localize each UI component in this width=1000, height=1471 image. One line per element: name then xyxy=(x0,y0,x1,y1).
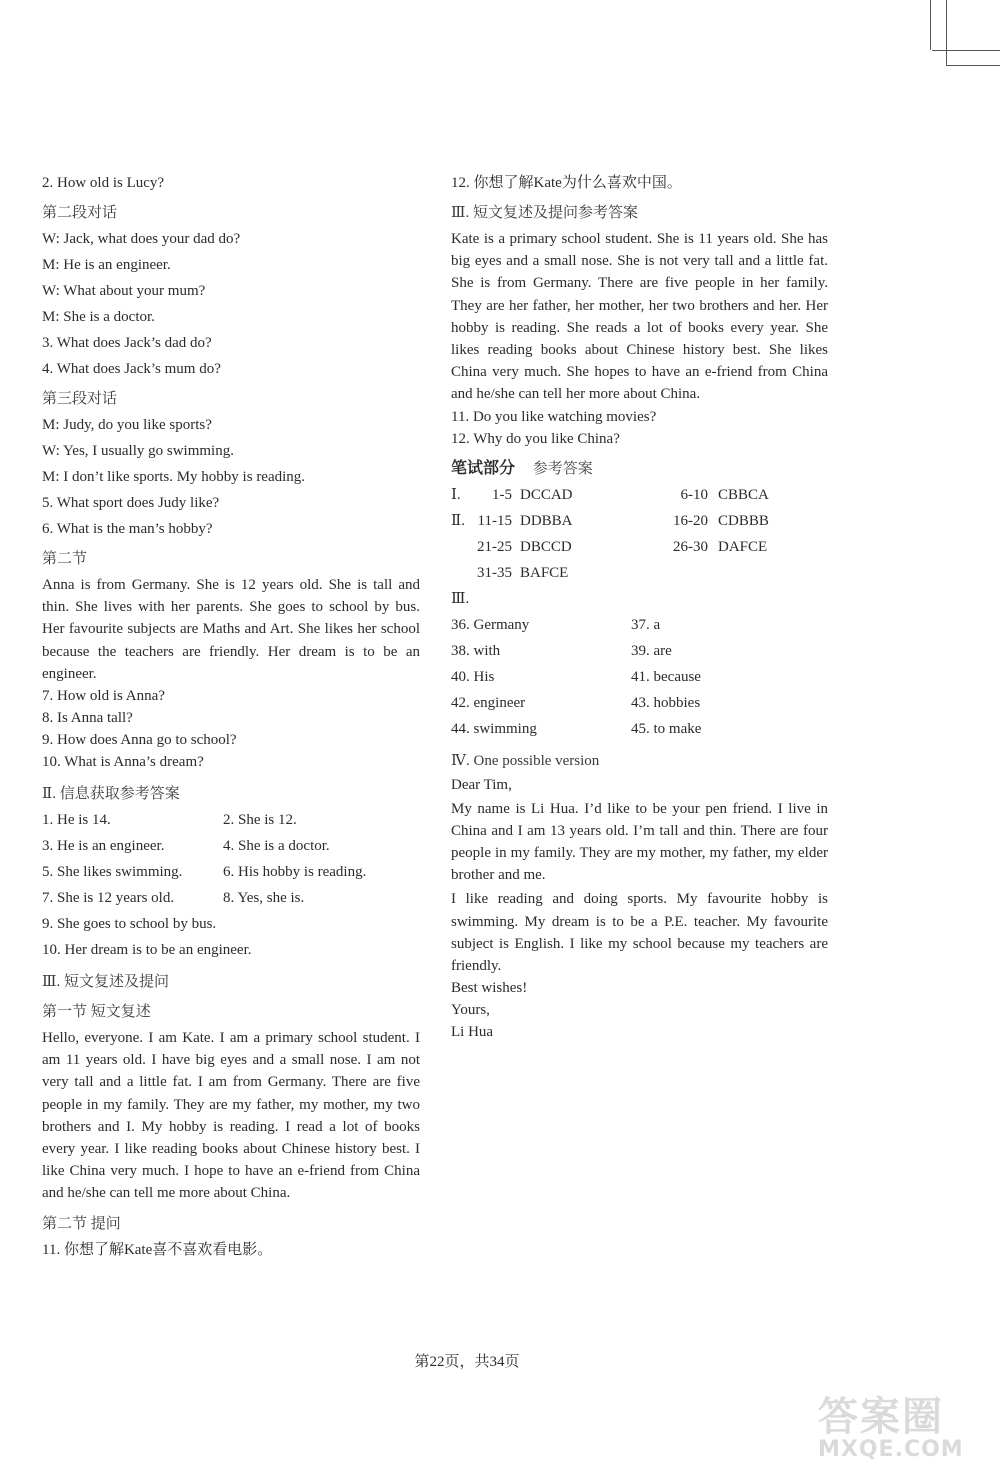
watermark-text-cn: 答案圈 xyxy=(818,1394,944,1440)
answer-key: DBCCD xyxy=(520,538,572,555)
answer-item: 2. She is 12. xyxy=(223,812,297,829)
part-label: Ⅱ. xyxy=(451,512,465,529)
answer-key: DCCAD xyxy=(520,486,573,503)
range-label: 26-30 xyxy=(673,538,708,555)
range-label: 11-15 xyxy=(477,512,512,529)
answer-key: CBBCA xyxy=(718,486,769,503)
answer-item: 3. He is an engineer. xyxy=(42,838,165,855)
dialogue-question: 5. What sport does Judy like? xyxy=(42,495,220,511)
letter-greeting: Dear Tim, xyxy=(451,776,512,793)
letter-paragraph-2: I like reading and doing sports. My favourite hobby is swimming. My dream is to be a P.E. teacher. My favourite subject is English. I like my school because my teachers are friendly. xyxy=(451,891,828,975)
cloze-answer: 43. hobbies xyxy=(631,694,701,711)
page-number: 第22页，共34页 xyxy=(414,1354,520,1370)
dialogue-line: W: Yes, I usually go swimming. xyxy=(42,443,234,459)
written-section-subtitle: 参考答案 xyxy=(532,460,593,477)
answer-key: DAFCE xyxy=(718,538,768,555)
crop-mark-horizontal-bottom xyxy=(946,65,1000,66)
cloze-answer: 37. a xyxy=(631,616,661,633)
dialogue-line: W: What about your mum? xyxy=(42,283,206,299)
dialogue-line: M: Judy, do you like sports? xyxy=(42,417,212,433)
answer-key-row xyxy=(451,534,828,560)
written-section-header xyxy=(451,456,828,482)
cloze-row xyxy=(451,664,828,690)
dialogue-question: 3. What does Jack’s dad do? xyxy=(42,335,212,351)
range-label: 31-35 xyxy=(477,564,512,581)
dialogue-line: M: She is a doctor. xyxy=(42,309,155,325)
part-3-label: Ⅲ. xyxy=(451,590,470,607)
watermark-logo xyxy=(818,1396,968,1466)
watermark-text-en: MXQE.COM xyxy=(818,1437,964,1462)
reference-question: 12. Why do you like China? xyxy=(451,430,620,447)
question-12: 12. 你想了解Kate为什么喜欢中国。 xyxy=(451,175,682,191)
passage-question: 9. How does Anna go to school? xyxy=(42,732,237,749)
answer-item: 6. His hobby is reading. xyxy=(223,864,367,881)
answer-row xyxy=(42,807,420,833)
essay-title: Ⅳ. One possible version xyxy=(451,752,600,769)
anna-passage: Anna is from Germany. She is 12 years old. She is tall and thin. She lives with her parents. She goes to school by bus. Her favourite subjects are Maths and Art. She likes her school because the teachers are friendly. Her dream is to be an engineer. xyxy=(42,577,420,682)
cloze-row xyxy=(451,690,828,716)
range-label: 1-5 xyxy=(492,486,512,503)
dialogue-line: W: Jack, what does your dad do? xyxy=(42,231,241,247)
part-label xyxy=(451,534,474,560)
answer-item: 9. She goes to school by bus. xyxy=(42,916,217,933)
answer-key-row xyxy=(451,508,828,534)
cloze-row xyxy=(451,638,828,664)
dialogue-2-title: 第二段对话 xyxy=(42,205,118,221)
reference-passage: Kate is a primary school student. She is 11 years old. She has big eyes and a small nose. She is not very tall and a little fat. She is from Germany. There are five people in her family. They are her father, her mother, her two brothers and her. Her hobby is reading. She reads a lot of books every year. She likes reading books about Chinese history best. She likes China very much. She hopes to have an e-friend from China and he/she can tell her more about China. xyxy=(451,231,828,403)
dialogue-line: M: He is an engineer. xyxy=(42,257,171,273)
answer-key: DDBBA xyxy=(520,512,573,529)
cloze-answer: 38. with xyxy=(451,642,501,659)
questions-subtitle: 第二节 提问 xyxy=(42,1215,121,1232)
section-2-title: 第二节 xyxy=(42,551,88,567)
part-label: Ⅰ. xyxy=(451,486,461,503)
answer-item: 8. Yes, she is. xyxy=(223,890,305,907)
crop-mark-vertical-left xyxy=(930,0,931,50)
right-column xyxy=(451,170,828,1043)
answer-key: CDBBB xyxy=(718,512,769,529)
cloze-answer: 42. engineer xyxy=(451,694,526,711)
range-label: 21-25 xyxy=(477,538,512,555)
answer-item: 4. She is a doctor. xyxy=(223,838,330,855)
passage-question: 7. How old is Anna? xyxy=(42,688,165,705)
range-label: 16-20 xyxy=(673,512,708,529)
cloze-answer: 40. His xyxy=(451,668,495,685)
cloze-answer: 41. because xyxy=(631,668,701,685)
dialogue-3-title: 第三段对话 xyxy=(42,391,118,407)
answer-item: 10. Her dream is to be an engineer. xyxy=(42,942,252,959)
info-answers-title: Ⅱ. 信息获取参考答案 xyxy=(42,786,180,803)
cloze-answer: 44. swimming xyxy=(451,720,537,737)
passage-question: 8. Is Anna tall? xyxy=(42,710,133,727)
answer-item: 5. She likes swimming. xyxy=(42,864,183,881)
question-11: 11. 你想了解Kate喜不喜欢看电影。 xyxy=(42,1241,273,1258)
crop-mark-horizontal-top xyxy=(932,50,1000,51)
answer-row xyxy=(42,859,420,885)
cloze-answer: 39. are xyxy=(631,642,672,659)
answer-item: 1. He is 14. xyxy=(42,812,111,829)
question-2: 2. How old is Lucy? xyxy=(42,175,165,191)
part-label xyxy=(451,560,474,586)
range-label xyxy=(656,560,718,586)
left-column xyxy=(42,170,420,1263)
crop-mark-vertical-right xyxy=(946,0,947,66)
answer-row xyxy=(42,885,420,911)
cloze-row xyxy=(451,716,828,742)
answer-key: BAFCE xyxy=(520,564,569,581)
dialogue-line: M: I don’t like sports. My hobby is reading. xyxy=(42,469,306,485)
letter-signature: Li Hua xyxy=(451,1024,494,1041)
reference-question: 11. Do you like watching movies? xyxy=(451,408,657,425)
letter-yours: Yours, xyxy=(451,1002,490,1019)
dialogue-question: 6. What is the man’s hobby? xyxy=(42,521,213,537)
dialogue-question: 4. What does Jack’s mum do? xyxy=(42,361,221,377)
letter-closing: Best wishes! xyxy=(451,980,528,997)
answer-key-row xyxy=(451,560,828,586)
written-section-title: 笔试部分 xyxy=(451,459,516,477)
kate-passage: Hello, everyone. I am Kate. I am a primary school student. I am 11 years old. I have big eyes and a small nose. I am not very tall and a little fat. I am from Germany. There are five people in my family. They are my father, my mother, my two brothers and I. My hobby is reading. I read a lot of books every year. I like reading books about Chinese history best. I like China very much. I hope to have an e-friend from China and he/she can tell me more about China. xyxy=(42,1030,420,1202)
retell-title: Ⅲ. 短文复述及提问 xyxy=(42,974,169,991)
answer-row xyxy=(42,833,420,859)
letter-paragraph-1: My name is Li Hua. I’d like to be your pen friend. I live in China and I am 13 years old. I’m tall and thin. There are four people in my family. They are my mother, my father, my elder brother and me. xyxy=(451,800,828,884)
passage-question: 10. What is Anna’s dream? xyxy=(42,754,204,771)
answer-key-row xyxy=(451,482,828,508)
range-label: 6-10 xyxy=(680,486,708,503)
cloze-row xyxy=(451,612,828,638)
cloze-answer: 45. to make xyxy=(631,720,702,737)
reference-answers-title: Ⅲ. 短文复述及提问参考答案 xyxy=(451,205,638,221)
answer-item: 7. She is 12 years old. xyxy=(42,890,175,907)
cloze-answer: 36. Germany xyxy=(451,616,530,633)
retell-subtitle: 第一节 短文复述 xyxy=(42,1004,151,1021)
